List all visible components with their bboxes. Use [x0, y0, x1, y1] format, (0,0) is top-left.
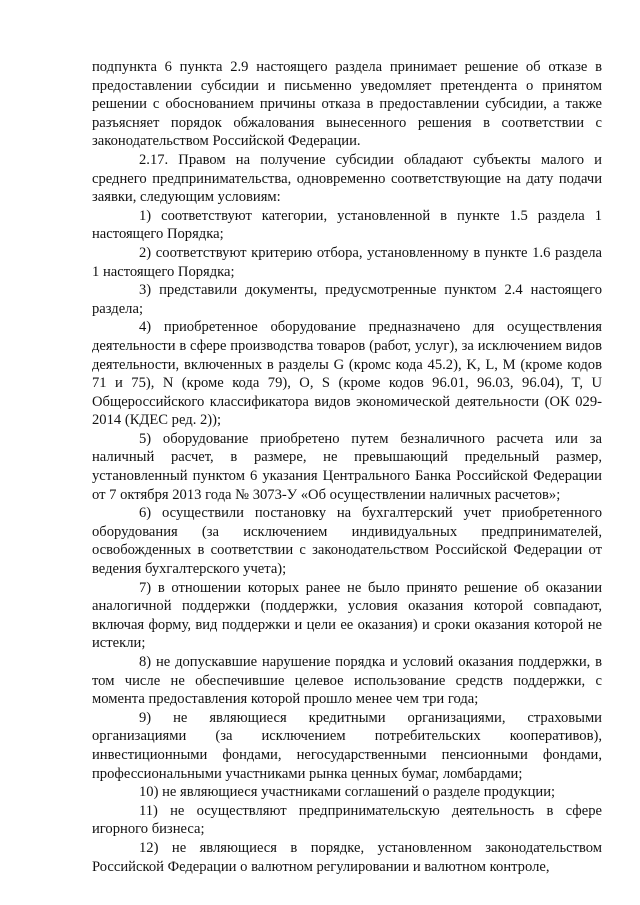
list-item-11: 11) не осуществляют предпринимательскую деятельность в сфере игорного бизнеса;: [92, 802, 602, 838]
list-item-10: 10) не являющиеся участниками соглашений о разделе продукции;: [139, 784, 556, 801]
list-item-2: 2) соответствуют критерию отбора, установленному в пункте 1.6 раздела 1 настоящего Порядка;: [92, 244, 602, 280]
list-item-9: 9) не являющиеся кредитными организациями, страховыми организациями (за исключением потребительских кооперативов), инвестиционными фондами, негосударственными пенсионными фондами, профессиональными участниками рынка ценных бумаг, ломбардами;: [92, 709, 602, 782]
list-item-3: 3) представили документы, предусмотренные пунктом 2.4 настоящего раздела;: [92, 282, 602, 317]
list-item-8: 8) не допускавшие нарушение порядка и условий оказания поддержки, в том числе не обеспечившие целевое использование средств поддержки, с момента предоставления которой прошло менее чем три года;: [92, 654, 602, 708]
paragraph-2-17: 2.17. Правом на получение субсидии обладают субъекты малого и среднего предпринимательства, одновременно соответствующие на дату подачи заявки, следующим условиям:: [92, 151, 602, 206]
list-item-4: 4) приобретенное оборудование предназначено для осуществления деятельности в сфере производства товаров (работ, услуг), за исключением видов деятельности, включенных в разделы G (кромс кода 45.2), K, L, M (кроме кодов 71 и 75), N (кроме кода 79), O, S (кроме кодов 96.01, 96.03, 96.04), T, U Общероссийского классификатора видов экономической деятельности (ОК 029-2014 (КДЕС ред. 2));: [92, 319, 602, 429]
paragraph-continuation: подпункта 6 пункта 2.9 настоящего раздела принимает решение об отказе в предоставлении субсидии и письменно уведомляет претендента о принятом решении с обоснованием причины отказа в предоставлении субсидии, а также разъясняет порядок обжалования вынесенного решения в соответствии с законодательством Российской Федерации.: [92, 59, 602, 150]
list-item-7: 7) в отношении которых ранее не было принято решение об оказании аналогичной поддержки (поддержки, условия оказания которой совпадают, включая форму, вид поддержки и цели ее оказания) и сроки оказания которой не истекли;: [92, 579, 602, 652]
list-item-6: 6) осуществили постановку на бухгалтерский учет приобретенного оборудования (за исключением индивидуальных предпринимателей, освобожденных в соответствии с законодательством Российской Федерации от ведения бухгалтерского учета);: [92, 505, 602, 578]
document-page: [92, 58, 602, 876]
list-item-1: 1) соответствуют категории, установленной в пункте 1.5 раздела 1 настоящего Порядка;: [92, 207, 602, 243]
list-item-5: 5) оборудование приобретено путем безналичного расчета или за наличный расчет, в размере, не превышающий предельный размер, установленный пунктом 6 указания Центрального Банка Российской Федерации от 7 октября 2013 года № 3073-У «Об осуществлении наличных расчетов»;: [92, 430, 602, 503]
list-item-12: 12) не являющиеся в порядке, установленном законодательством Российской Федерации о валютном регулировании и валютном контроле,: [92, 839, 602, 875]
